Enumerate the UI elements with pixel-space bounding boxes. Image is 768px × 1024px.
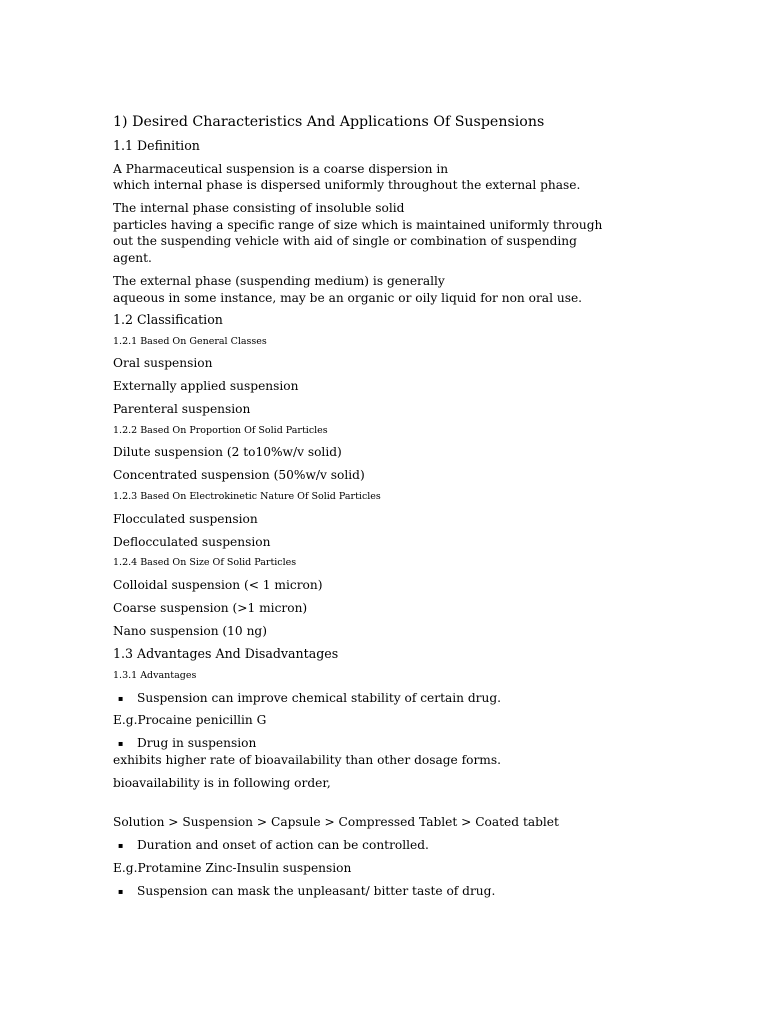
list-item: Oral suspension [113, 356, 213, 370]
bullet-text: Duration and onset of action can be controlled. [137, 838, 429, 852]
bullet-text: Drug in suspension [137, 736, 257, 750]
subsection-heading: 1.2.4 Based On Size Of Solid Particles [113, 557, 297, 568]
bioavailability-order: Solution > Suspension > Capsule > Compressed Tablet > Coated tablet [113, 815, 559, 829]
bullet-icon: ▪ [118, 841, 124, 850]
list-item: Coarse suspension (>1 micron) [113, 601, 308, 615]
subsection-heading: 1.2.3 Based On Electrokinetic Nature Of Solid Particles [113, 491, 381, 502]
bullet-icon: ▪ [118, 694, 124, 703]
bullet-item [113, 838, 633, 854]
list-item: Colloidal suspension (< 1 micron) [113, 578, 323, 592]
section-heading-definition: 1.1 Definition [113, 138, 200, 153]
list-item: Externally applied suspension [113, 379, 299, 393]
subsection-heading: 1.2.1 Based On General Classes [113, 336, 267, 347]
example-text: E.g.Protamine Zinc-Insulin suspension [113, 861, 352, 875]
definition-text: which internal phase is dispersed uniformly throughout the external phase. [113, 178, 581, 192]
body-text: bioavailability is in following order, [113, 776, 331, 790]
bullet-item [113, 736, 633, 752]
body-text: exhibits higher rate of bioavailability than other dosage forms. [113, 753, 501, 767]
bullet-item [113, 691, 633, 707]
list-item: Parenteral suspension [113, 402, 251, 416]
list-item: Dilute suspension (2 to10%w/v solid) [113, 445, 342, 459]
list-item: Flocculated suspension [113, 512, 258, 526]
definition-text: The internal phase consisting of insoluble solid [113, 201, 405, 215]
list-item: Concentrated suspension (50%w/v solid) [113, 468, 365, 482]
bullet-text: Suspension can improve chemical stability of certain drug. [137, 691, 502, 705]
subsection-heading: 1.2.2 Based On Proportion Of Solid Particles [113, 425, 328, 436]
document-title: 1) Desired Characteristics And Applications Of Suspensions [113, 114, 545, 130]
definition-text: agent. [113, 251, 152, 265]
list-item: Nano suspension (10 ng) [113, 624, 267, 638]
section-heading-classification: 1.2 Classification [113, 312, 223, 327]
section-heading-advantages-disadvantages: 1.3 Advantages And Disadvantages [113, 646, 339, 661]
bullet-text: Suspension can mask the unpleasant/ bitter taste of drug. [137, 884, 496, 898]
example-text: E.g.Procaine penicillin G [113, 713, 267, 727]
bullet-icon: ▪ [118, 739, 124, 748]
bullet-item [113, 884, 633, 900]
definition-text: out the suspending vehicle with aid of single or combination of suspending [113, 234, 577, 248]
list-item: Deflocculated suspension [113, 535, 271, 549]
definition-text: The external phase (suspending medium) is generally [113, 274, 445, 288]
bullet-icon: ▪ [118, 887, 124, 896]
subsection-heading: 1.3.1 Advantages [113, 670, 197, 681]
definition-text: particles having a specific range of size which is maintained uniformly through [113, 218, 603, 232]
definition-text: A Pharmaceutical suspension is a coarse dispersion in [113, 162, 449, 176]
definition-text: aqueous in some instance, may be an organic or oily liquid for non oral use. [113, 291, 583, 305]
